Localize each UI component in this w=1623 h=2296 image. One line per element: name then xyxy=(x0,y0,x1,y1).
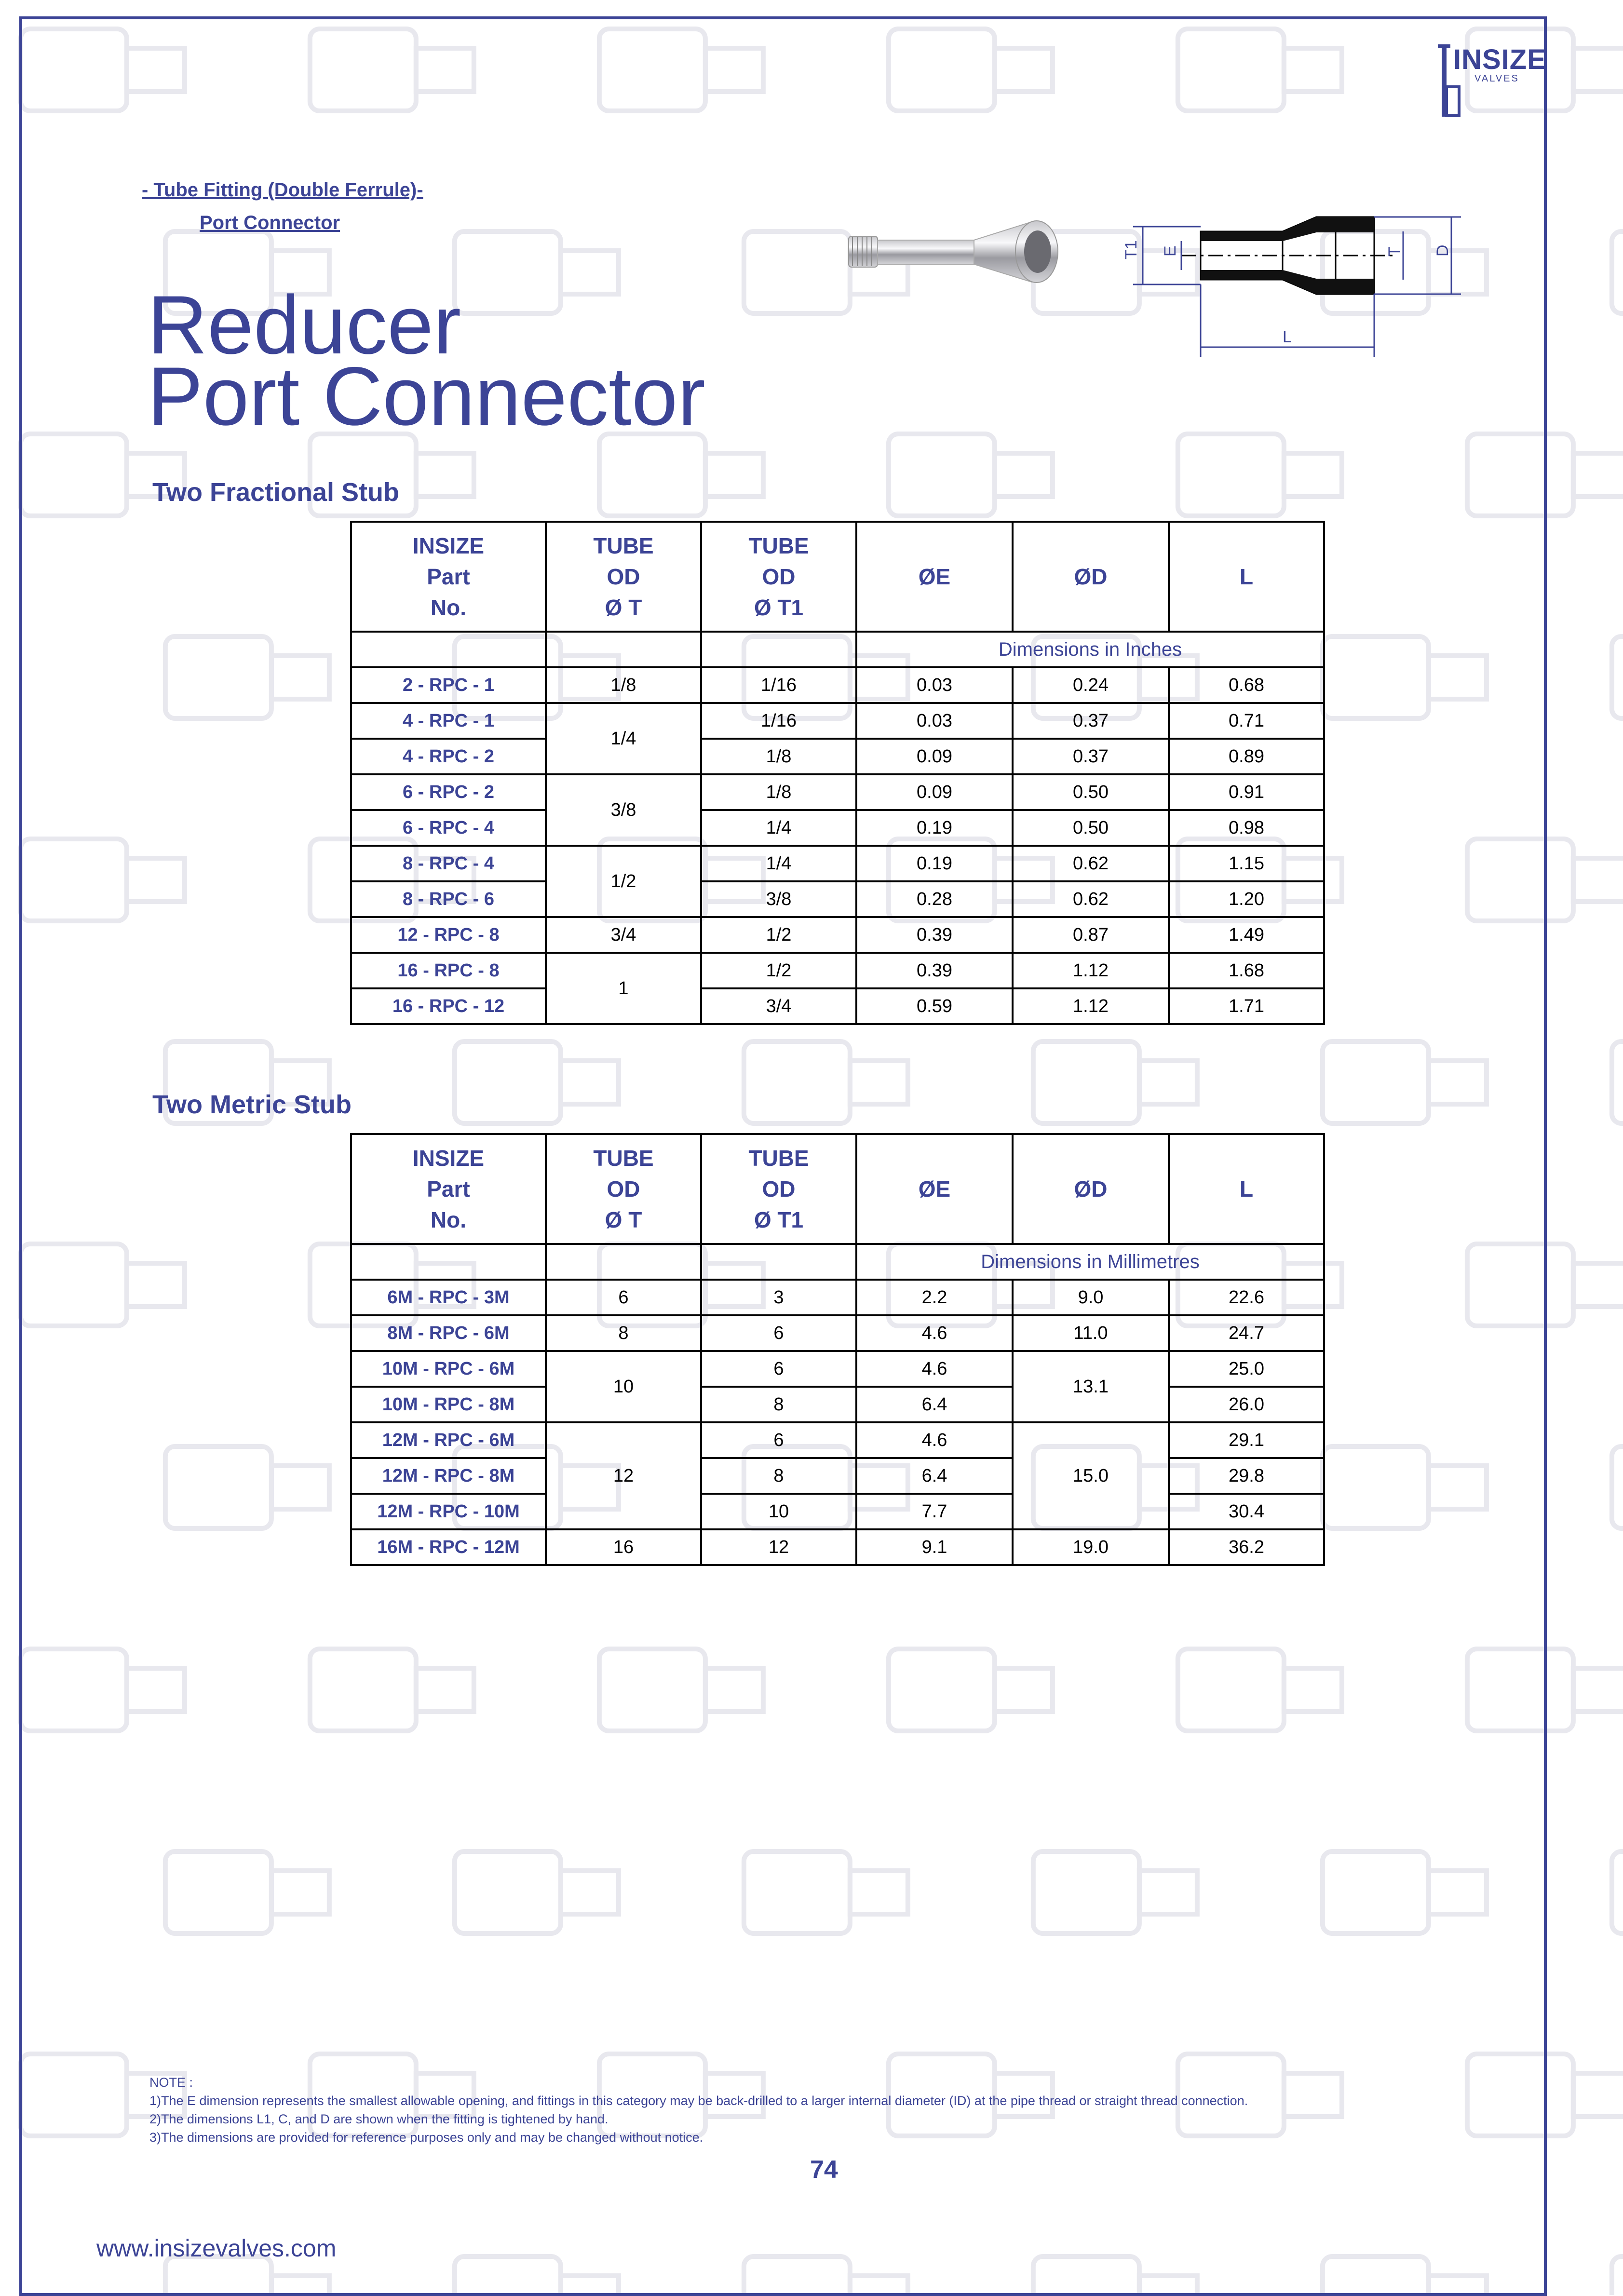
dim-d: 1.12 xyxy=(1013,953,1169,988)
dim-e: 0.19 xyxy=(856,810,1013,846)
tube-od-t1: 8 xyxy=(701,1387,856,1422)
breadcrumb-category[interactable]: - Tube Fitting (Double Ferrule)- xyxy=(142,179,423,201)
dim-l: 1.68 xyxy=(1169,953,1324,988)
header-tube-od-t1: TUBE OD Ø T1 xyxy=(701,522,856,632)
dim-l: 1.71 xyxy=(1169,988,1324,1024)
tube-od-t1: 3/8 xyxy=(701,881,856,917)
header-tube-od-t: TUBE OD Ø T xyxy=(546,1134,701,1244)
tube-od-t1: 1/8 xyxy=(701,774,856,810)
tube-od-t1: 6 xyxy=(701,1351,856,1387)
table-row xyxy=(351,1387,1324,1422)
dim-e: 6.4 xyxy=(856,1387,1013,1422)
header-part-no: INSIZE Part No. xyxy=(351,1134,546,1244)
dim-d: 0.87 xyxy=(1013,917,1169,953)
part-number: 10M - RPC - 6M xyxy=(351,1351,546,1387)
product-photo xyxy=(839,203,1090,299)
dim-e: 6.4 xyxy=(856,1458,1013,1494)
tube-od-t1: 1/2 xyxy=(701,917,856,953)
page-title xyxy=(148,279,705,443)
dim-l: 22.6 xyxy=(1169,1280,1324,1315)
part-number: 8 - RPC - 4 xyxy=(351,846,546,881)
header-d: ØD xyxy=(1013,522,1169,632)
notes-title: NOTE : xyxy=(149,2075,193,2090)
dim-e: 4.6 xyxy=(856,1315,1013,1351)
part-number: 12M - RPC - 6M xyxy=(351,1422,546,1458)
dim-l: 29.1 xyxy=(1169,1422,1324,1458)
header-part-no: INSIZE Part No. xyxy=(351,522,546,632)
units-label: Dimensions in Inches xyxy=(856,632,1324,667)
header-d: ØD xyxy=(1013,1134,1169,1244)
table-row xyxy=(351,881,1324,917)
tube-od-t1: 1/2 xyxy=(701,953,856,988)
tube-od-t1: 6 xyxy=(701,1422,856,1458)
part-number: 6 - RPC - 2 xyxy=(351,774,546,810)
note-item: 2)The dimensions L1, C, and D are shown when the fitting is tightened by hand. xyxy=(149,2112,609,2126)
table-row xyxy=(351,846,1324,881)
tube-od-t: 3/8 xyxy=(546,774,701,846)
tube-od-t1: 6 xyxy=(701,1315,856,1351)
dimension-drawing xyxy=(1104,203,1490,366)
tube-od-t: 16 xyxy=(546,1529,701,1565)
dim-d: 15.0 xyxy=(1013,1422,1169,1529)
dim-d: 0.37 xyxy=(1013,703,1169,739)
tube-od-t1: 1/16 xyxy=(701,703,856,739)
logo-main-text: INSIZE xyxy=(1453,44,1546,75)
dim-l: 24.7 xyxy=(1169,1315,1324,1351)
dim-l: 0.98 xyxy=(1169,810,1324,846)
tube-od-t1: 10 xyxy=(701,1494,856,1529)
dim-e: 9.1 xyxy=(856,1529,1013,1565)
table-header-row xyxy=(351,1134,1324,1244)
header-e: ØE xyxy=(856,522,1013,632)
table-row xyxy=(351,953,1324,988)
dim-e: 4.6 xyxy=(856,1351,1013,1387)
notes-block xyxy=(149,2073,1248,2147)
tube-od-t1: 3/4 xyxy=(701,988,856,1024)
dim-l: 0.68 xyxy=(1169,667,1324,703)
dim-l: 1.15 xyxy=(1169,846,1324,881)
tube-od-t: 6 xyxy=(546,1280,701,1315)
dim-l: 0.71 xyxy=(1169,703,1324,739)
dim-e: 0.09 xyxy=(856,739,1013,774)
dim-l: 0.89 xyxy=(1169,739,1324,774)
dim-e: 2.2 xyxy=(856,1280,1013,1315)
units-row xyxy=(351,1244,1324,1280)
title-line-2: Port Connector xyxy=(148,350,705,443)
dim-e: 7.7 xyxy=(856,1494,1013,1529)
section-title-metric: Two Metric Stub xyxy=(152,1090,352,1119)
header-tube-od-t: TUBE OD Ø T xyxy=(546,522,701,632)
part-number: 16 - RPC - 8 xyxy=(351,953,546,988)
dim-e: 0.03 xyxy=(856,703,1013,739)
tube-od-t1: 8 xyxy=(701,1458,856,1494)
label-t1: T1 xyxy=(1122,240,1140,259)
dim-e: 4.6 xyxy=(856,1422,1013,1458)
dim-d: 11.0 xyxy=(1013,1315,1169,1351)
tube-od-t: 3/4 xyxy=(546,917,701,953)
dim-d: 0.24 xyxy=(1013,667,1169,703)
dim-l: 26.0 xyxy=(1169,1387,1324,1422)
dim-e: 0.09 xyxy=(856,774,1013,810)
dim-d: 0.50 xyxy=(1013,810,1169,846)
table-row xyxy=(351,1422,1324,1458)
tube-od-t1: 3 xyxy=(701,1280,856,1315)
breadcrumb-subcategory[interactable]: Port Connector xyxy=(200,212,340,233)
table-row xyxy=(351,810,1324,846)
dim-e: 0.03 xyxy=(856,667,1013,703)
tube-od-t: 1 xyxy=(546,953,701,1024)
dim-d: 0.50 xyxy=(1013,774,1169,810)
dim-d: 9.0 xyxy=(1013,1280,1169,1315)
table-header-row xyxy=(351,522,1324,632)
section-title-fractional: Two Fractional Stub xyxy=(152,478,399,507)
dim-e: 0.39 xyxy=(856,917,1013,953)
dim-d: 0.62 xyxy=(1013,846,1169,881)
label-l: L xyxy=(1283,328,1292,346)
label-d: D xyxy=(1434,244,1452,257)
dim-l: 1.49 xyxy=(1169,917,1324,953)
dim-l: 30.4 xyxy=(1169,1494,1324,1529)
part-number: 8M - RPC - 6M xyxy=(351,1315,546,1351)
dim-l: 0.91 xyxy=(1169,774,1324,810)
tube-od-t1: 12 xyxy=(701,1529,856,1565)
header-l: L xyxy=(1169,522,1324,632)
tube-od-t: 8 xyxy=(546,1315,701,1351)
dim-l: 36.2 xyxy=(1169,1529,1324,1565)
part-number: 12 - RPC - 8 xyxy=(351,917,546,953)
dim-e: 0.59 xyxy=(856,988,1013,1024)
note-item: 1)The E dimension represents the smallest allowable opening, and fittings in this category may be back-drilled to a larger internal diameter (ID) at the pipe thread or straight thread connection. xyxy=(149,2093,1248,2108)
dim-d: 1.12 xyxy=(1013,988,1169,1024)
title-line-1: Reducer xyxy=(148,279,461,371)
tube-od-t: 1/2 xyxy=(546,846,701,917)
header-e: ØE xyxy=(856,1134,1013,1244)
table-row xyxy=(351,1315,1324,1351)
dim-d: 19.0 xyxy=(1013,1529,1169,1565)
table-row xyxy=(351,917,1324,953)
part-number: 6M - RPC - 3M xyxy=(351,1280,546,1315)
table-row xyxy=(351,1529,1324,1565)
table-row xyxy=(351,774,1324,810)
dim-e: 0.19 xyxy=(856,846,1013,881)
tube-od-t: 1/4 xyxy=(546,703,701,774)
part-number: 6 - RPC - 4 xyxy=(351,810,546,846)
dim-l: 1.20 xyxy=(1169,881,1324,917)
logo-sub-text: VALVES xyxy=(1474,73,1519,84)
table-row xyxy=(351,1458,1324,1494)
part-number: 4 - RPC - 2 xyxy=(351,739,546,774)
table-row xyxy=(351,1351,1324,1387)
tube-od-t1: 1/4 xyxy=(701,846,856,881)
table-row xyxy=(351,703,1324,739)
part-number: 8 - RPC - 6 xyxy=(351,881,546,917)
fractional-spec-table xyxy=(350,521,1325,1025)
part-number: 4 - RPC - 1 xyxy=(351,703,546,739)
table-row xyxy=(351,667,1324,703)
part-number: 16 - RPC - 12 xyxy=(351,988,546,1024)
part-number: 12M - RPC - 10M xyxy=(351,1494,546,1529)
tube-od-t: 10 xyxy=(546,1351,701,1422)
dim-d: 0.37 xyxy=(1013,739,1169,774)
table-row xyxy=(351,1494,1324,1529)
table-row xyxy=(351,988,1324,1024)
tube-od-t1: 1/4 xyxy=(701,810,856,846)
header-l: L xyxy=(1169,1134,1324,1244)
dim-e: 0.39 xyxy=(856,953,1013,988)
units-row xyxy=(351,632,1324,667)
table-row xyxy=(351,739,1324,774)
units-label: Dimensions in Millimetres xyxy=(856,1244,1324,1280)
tube-od-t1: 1/8 xyxy=(701,739,856,774)
tube-od-t1: 1/16 xyxy=(701,667,856,703)
part-number: 2 - RPC - 1 xyxy=(351,667,546,703)
dim-l: 25.0 xyxy=(1169,1351,1324,1387)
dim-l: 29.8 xyxy=(1169,1458,1324,1494)
tube-od-t: 1/8 xyxy=(546,667,701,703)
part-number: 10M - RPC - 8M xyxy=(351,1387,546,1422)
part-number: 16M - RPC - 12M xyxy=(351,1529,546,1565)
dim-e: 0.28 xyxy=(856,881,1013,917)
part-number: 12M - RPC - 8M xyxy=(351,1458,546,1494)
dim-d: 13.1 xyxy=(1013,1351,1169,1422)
tube-od-t: 12 xyxy=(546,1422,701,1529)
page-number: 74 xyxy=(810,2156,838,2184)
header-tube-od-t1: TUBE OD Ø T1 xyxy=(701,1134,856,1244)
label-t: T xyxy=(1385,246,1404,257)
website-link[interactable]: www.insizevalves.com xyxy=(96,2235,337,2262)
note-item: 3)The dimensions are provided for reference purposes only and may be changed without notice. xyxy=(149,2130,703,2145)
metric-spec-table xyxy=(350,1133,1325,1566)
label-e: E xyxy=(1161,245,1179,257)
dim-d: 0.62 xyxy=(1013,881,1169,917)
table-row xyxy=(351,1280,1324,1315)
